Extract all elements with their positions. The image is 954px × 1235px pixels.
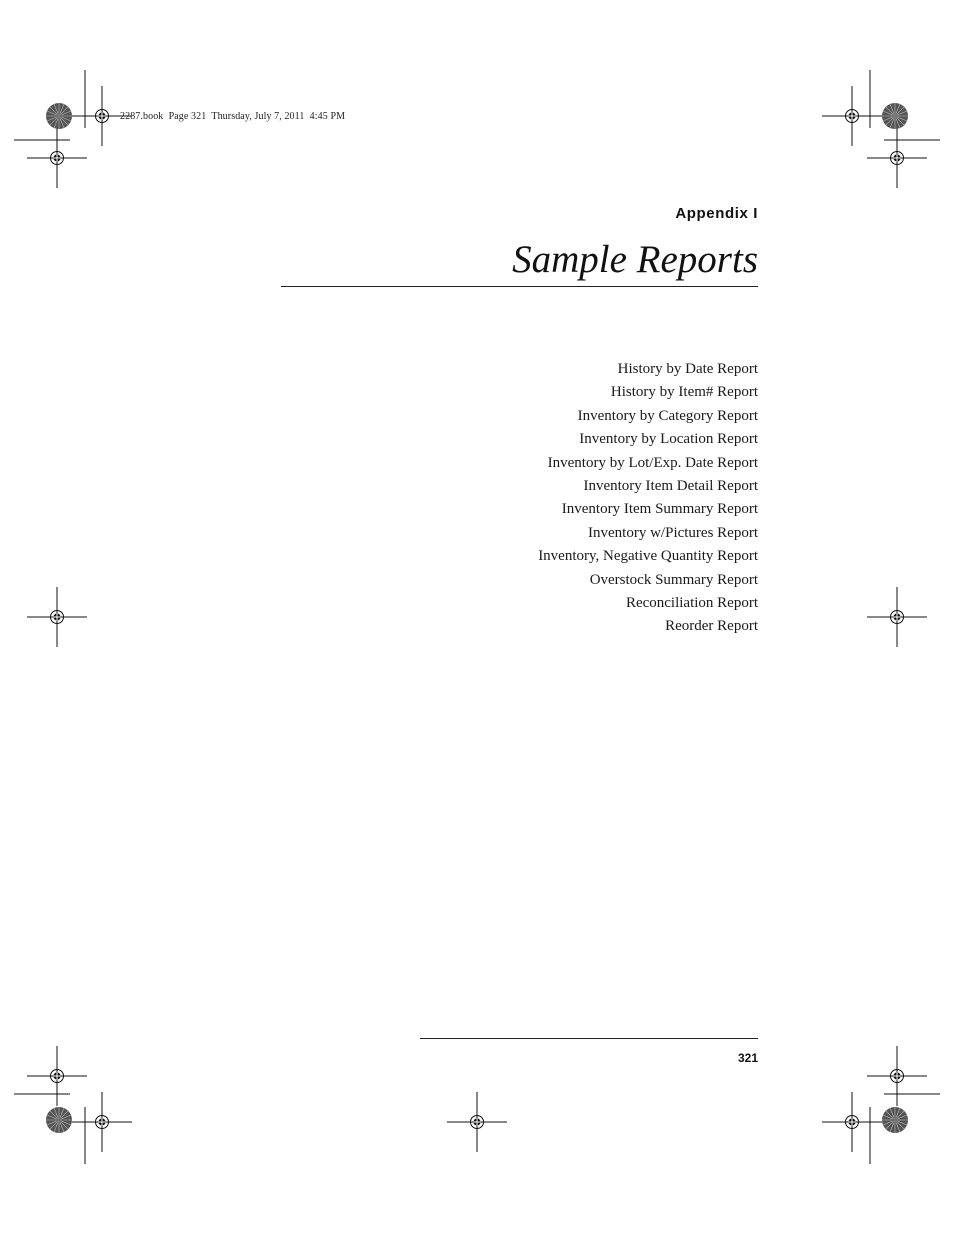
registration-mark-icon — [27, 128, 87, 188]
report-item: History by Date Report — [617, 361, 758, 377]
report-item: Inventory, Negative Quantity Report — [538, 548, 758, 565]
registration-mark-icon — [27, 587, 87, 647]
color-bar-starburst-icon — [46, 103, 72, 129]
registration-mark-icon — [867, 128, 927, 188]
report-item: Inventory Item Summary Report — [561, 501, 758, 518]
color-bar-starburst-icon — [46, 1107, 72, 1133]
appendix-label: Appendix I — [675, 205, 758, 222]
page-number: 321 — [737, 1051, 758, 1065]
report-item: Inventory by Lot/Exp. Date Report — [547, 454, 758, 471]
registration-mark-icon — [822, 86, 882, 146]
registration-mark-icon — [867, 1046, 927, 1106]
print-job-header: 2287.book Page 321 Thursday, July 7, 2011 4:45 PM — [120, 111, 346, 122]
report-item: Inventory Item Detail Report — [583, 478, 758, 495]
registration-mark-icon — [72, 1092, 132, 1152]
report-item: Inventory by Category Report — [577, 407, 758, 424]
chapter-title: Sample Reports — [512, 238, 758, 281]
registration-mark-icon — [27, 1046, 87, 1106]
registration-mark-icon — [447, 1092, 507, 1152]
report-item: Reorder Report — [665, 618, 758, 635]
report-item: History by Item# Report — [610, 384, 758, 401]
registration-mark-icon — [822, 1092, 882, 1152]
color-bar-starburst-icon — [882, 1107, 908, 1133]
report-item: Inventory by Location Report — [579, 431, 758, 448]
footer-divider — [420, 1038, 758, 1039]
title-divider — [281, 286, 758, 287]
report-item: Reconciliation Report — [625, 595, 758, 612]
report-list — [538, 358, 758, 639]
crop-lines — [14, 70, 940, 1164]
report-item: Overstock Summary Report — [589, 571, 758, 588]
registration-mark-icon — [867, 587, 927, 647]
report-item: Inventory w/Pictures Report — [588, 524, 758, 541]
color-bar-starburst-icon — [882, 103, 908, 129]
